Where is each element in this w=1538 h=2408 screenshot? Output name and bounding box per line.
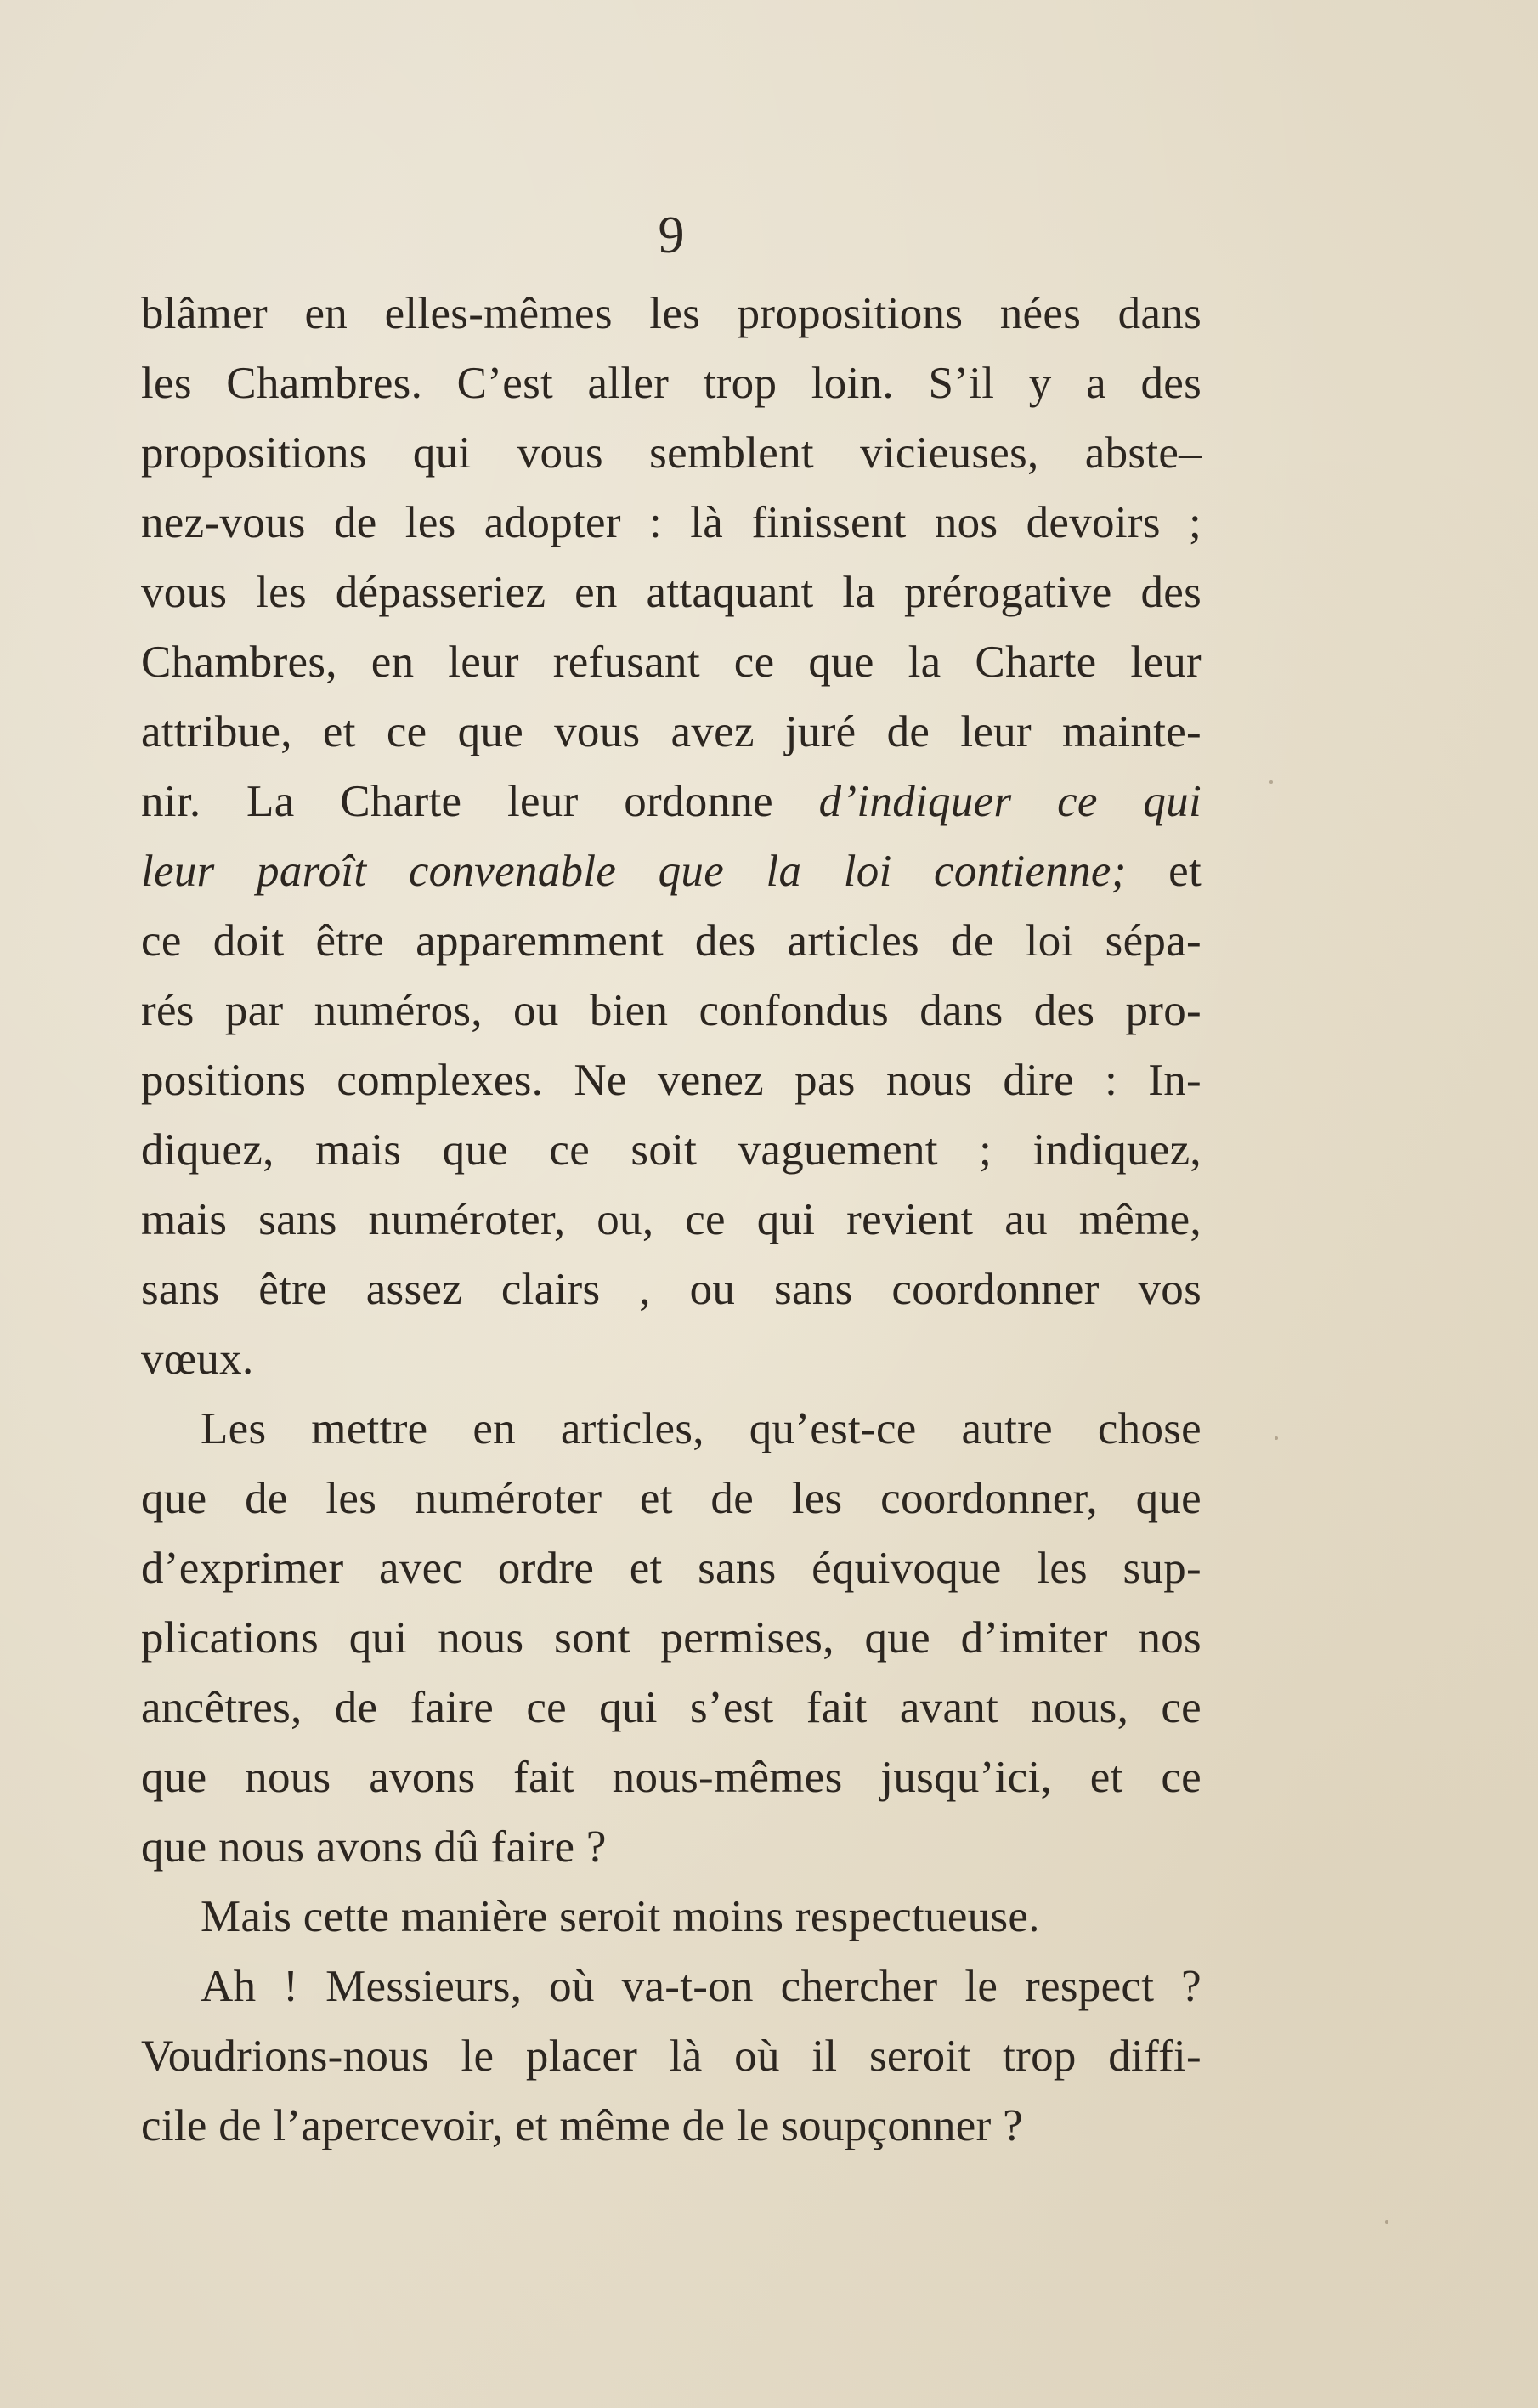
italic-quote: d’indiquer ce qui <box>818 777 1202 826</box>
italic-quote: leur paroît convenable que la loi contienne; <box>141 847 1127 896</box>
text-line: que nous avons fait nous-mêmes jusqu’ici, et ce <box>141 1753 1202 1802</box>
paragraph <box>141 279 1202 1394</box>
text-line: Voudrions-nous le placer là où il seroit trop diffi- <box>141 2031 1202 2081</box>
text-line: Mais cette manière seroit moins respectueuse. <box>201 1892 1040 1941</box>
text-line: sans être assez clairs , ou sans coordonner vos <box>141 1265 1202 1314</box>
text-line: que de les numéroter et de les coordonner, que <box>141 1474 1202 1523</box>
paper-speck <box>1275 1436 1278 1440</box>
text-line: ce doit être apparemment des articles de loi sépa- <box>141 916 1202 966</box>
text-line: Chambres, en leur refusant ce que la Charte leur <box>141 637 1202 687</box>
text-line: plications qui nous sont permises, que d’imiter nos <box>141 1613 1202 1663</box>
text-line <box>141 767 1202 836</box>
text-line: diquez, mais que ce soit vaguement ; indiquez, <box>141 1125 1202 1175</box>
text-line: vous les dépasseriez en attaquant la prérogative des <box>141 568 1202 617</box>
text-line: Les mettre en articles, qu’est-ce autre chose <box>201 1404 1202 1453</box>
text-line: que nous avons dû faire ? <box>141 1822 607 1872</box>
text-line: rés par numéros, ou bien confondus dans des pro- <box>141 986 1202 1035</box>
text-line: positions complexes. Ne venez pas nous dire : In- <box>141 1056 1202 1105</box>
text-line: attribue, et ce que vous avez juré de leur mainte- <box>141 707 1202 756</box>
paragraph <box>141 1394 1202 1882</box>
text-line: cile de l’apercevoir, et même de le soupçonner ? <box>141 2101 1023 2150</box>
paragraph <box>141 1882 1202 1952</box>
text-line <box>141 836 1202 906</box>
text-line: Ah ! Messieurs, où va-t-on chercher le respect ? <box>201 1962 1202 2011</box>
page-number: 9 <box>658 207 685 264</box>
text-line: vœux. <box>141 1334 254 1384</box>
text-run: et <box>1126 847 1202 896</box>
text-line: nez-vous de les adopter : là finissent nos devoirs ; <box>141 498 1202 547</box>
text-line: ancêtres, de faire ce qui s’est fait avant nous, ce <box>141 1683 1202 1732</box>
text-run: nir. La Charte leur ordonne <box>141 777 819 826</box>
text-line: les Chambres. C’est aller trop loin. S’il y a des <box>141 359 1202 408</box>
text-line: mais sans numéroter, ou, ce qui revient au même, <box>141 1195 1202 1244</box>
body-text <box>141 279 1202 2161</box>
text-line: d’exprimer avec ordre et sans équivoque les sup- <box>141 1544 1202 1593</box>
text-line: propositions qui vous semblent vicieuses, abste– <box>141 428 1202 478</box>
paper-speck <box>1385 2220 1388 2224</box>
paper-speck <box>1269 780 1273 784</box>
text-line: blâmer en elles-mêmes les propositions nées dans <box>141 289 1202 338</box>
paragraph <box>141 1952 1202 2161</box>
